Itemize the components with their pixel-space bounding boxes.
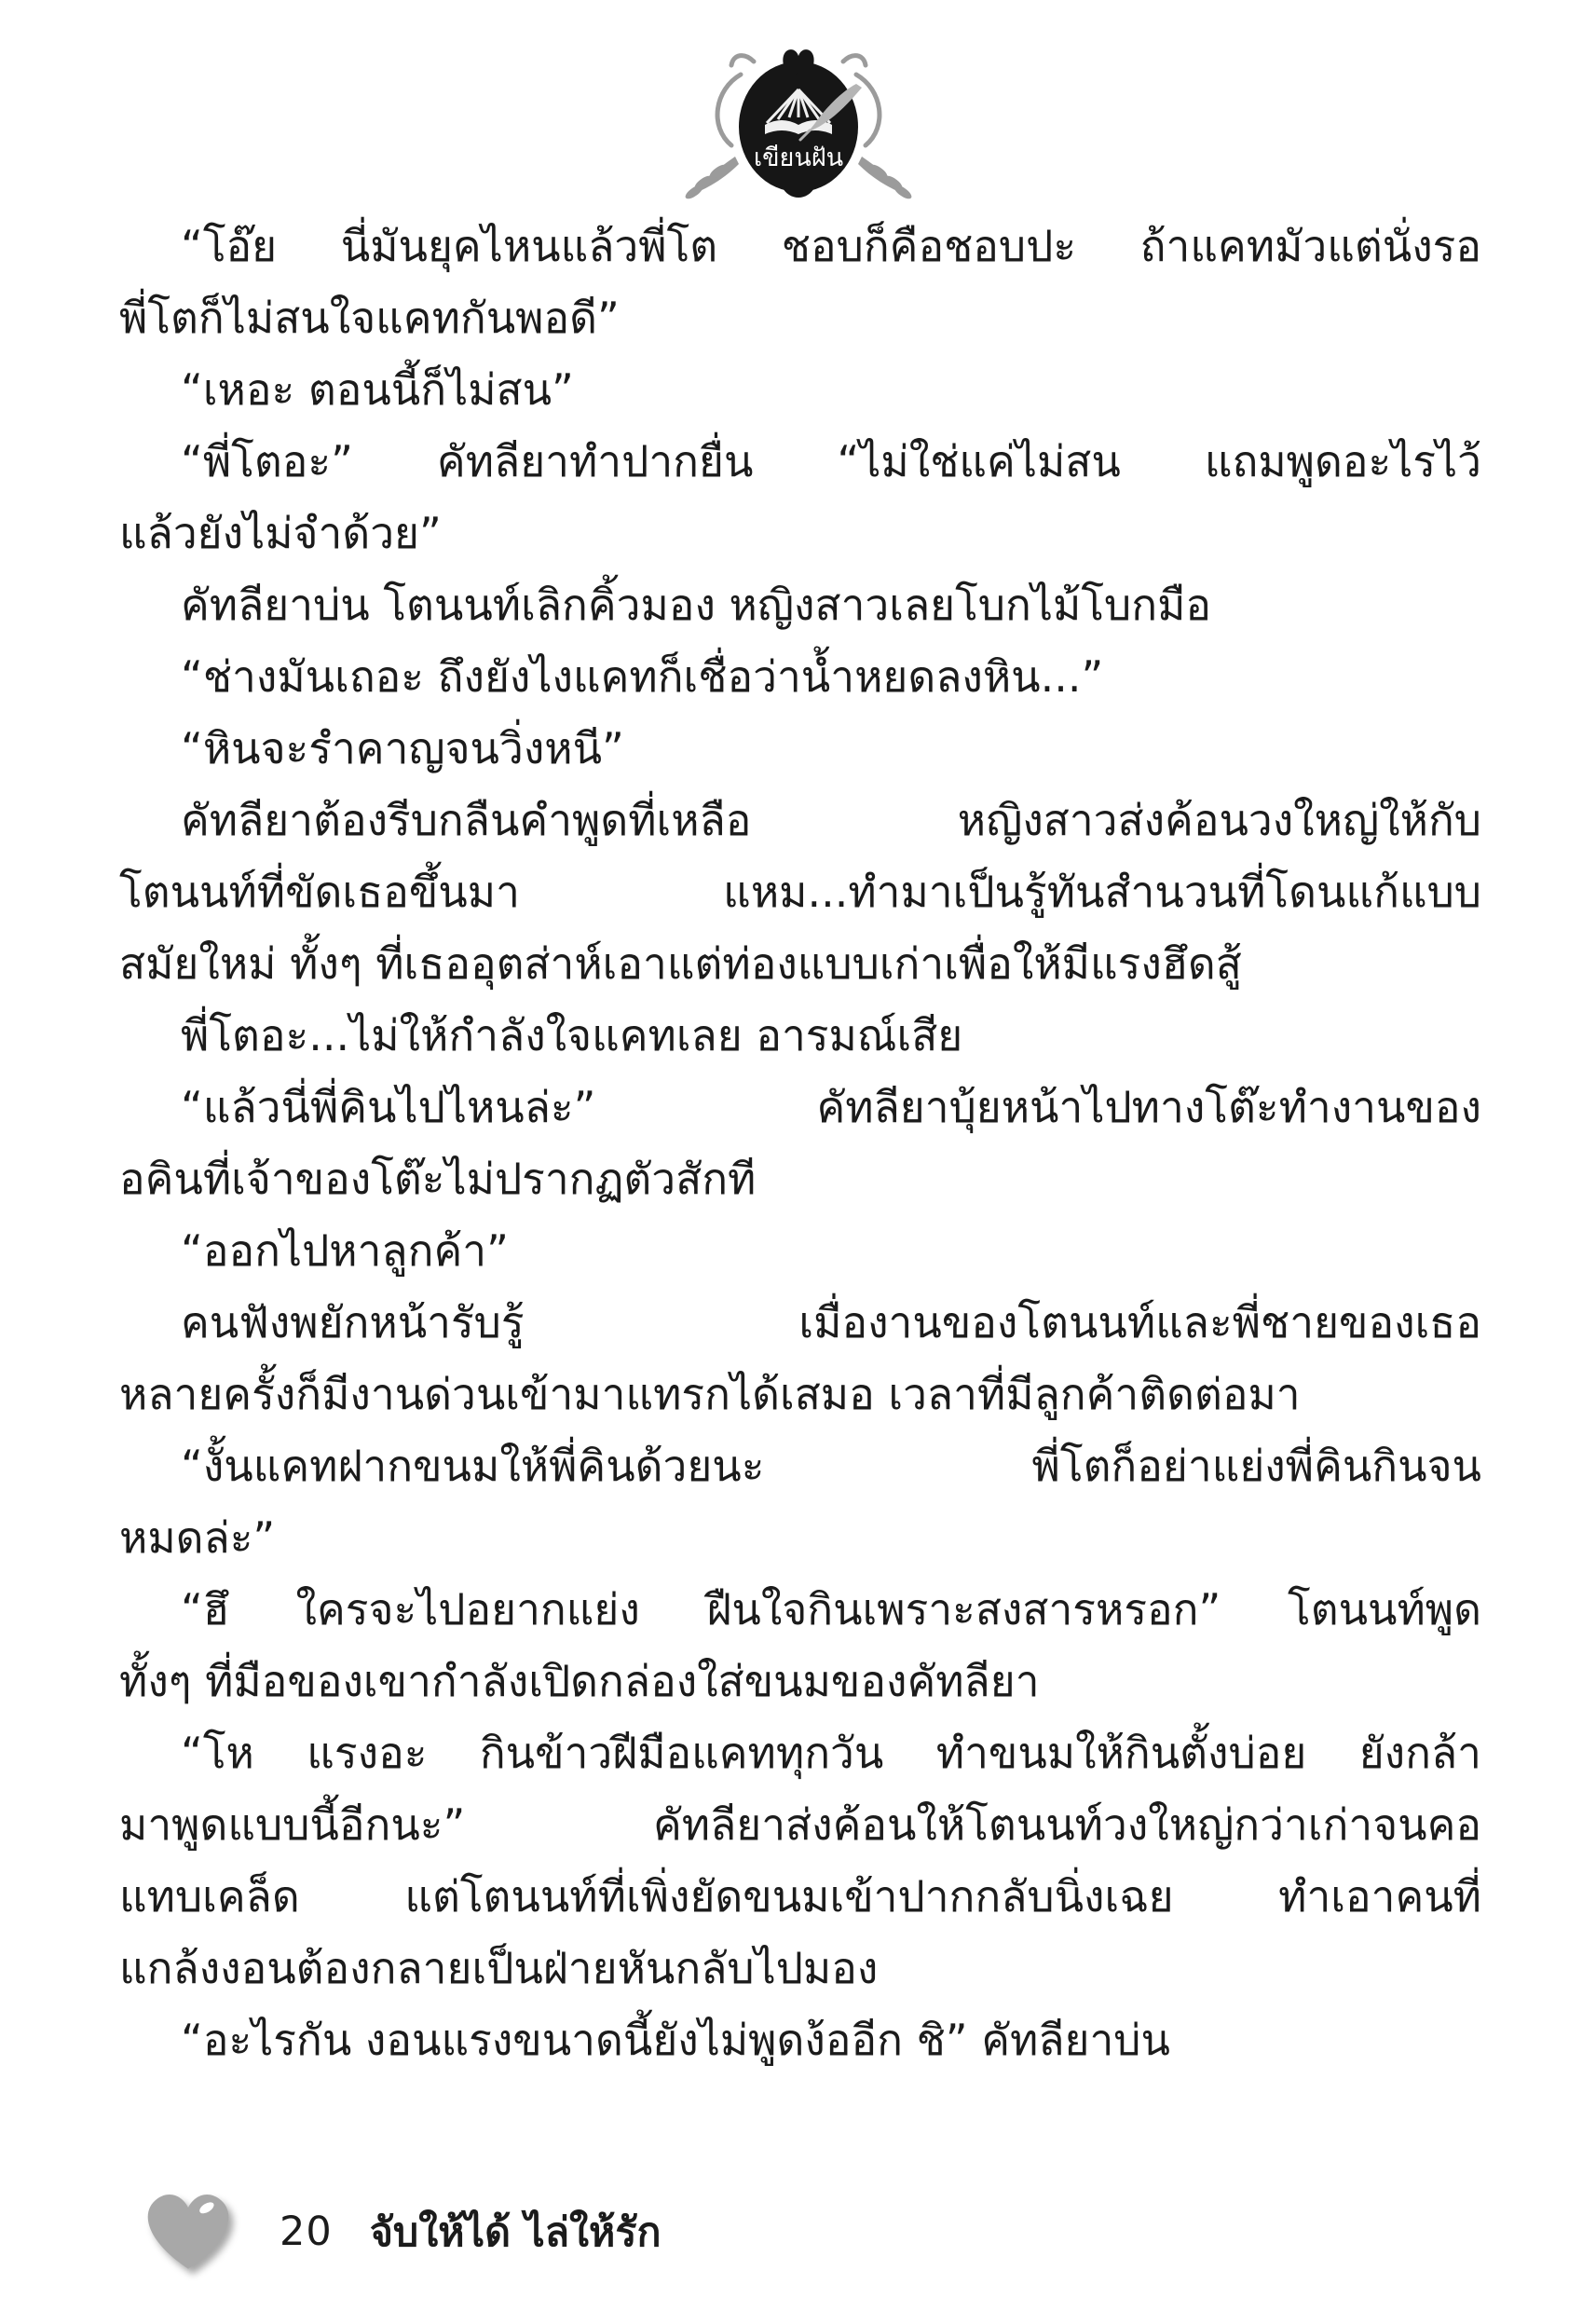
paragraph [119, 641, 1481, 713]
paragraph [119, 211, 1481, 354]
text-line: มาพูดแบบนี้อีกนะ” คัทลียาส่งค้อนให้โตนนท์วงใหญ่กว่าเก่าจนคอ [119, 1799, 1481, 1850]
text-line: อคินที่เจ้าของโต๊ะไม่ปรากฏตัวสักที [119, 1154, 757, 1204]
story-text [119, 211, 1481, 2076]
paragraph [119, 426, 1481, 569]
text-line: “หินจะรำคาญจนวิ่งหนี” [181, 723, 624, 773]
text-line: แล้วยังไม่จำด้วย” [119, 508, 442, 558]
paragraph [119, 1574, 1481, 1717]
page-number: 20 [280, 2208, 333, 2255]
text-line: “เหอะ ตอนนี้ก็ไม่สน” [181, 364, 574, 415]
text-line: “โอ๊ย นี่มันยุคไหนแล้วพี่โต ชอบก็คือชอบปะ ถ้าแคทมัวแต่นั่งรอ [181, 221, 1481, 271]
paragraph [119, 1215, 1481, 1287]
text-line: สมัยใหม่ ทั้งๆ ที่เธออุตส่าห์เอาแต่ท่องแบบเก่าเพื่อให้มีแรงฮึดสู้ [119, 938, 1242, 989]
text-line: “โห แรงอะ กินข้าวฝีมือแคททุกวัน ทำขนมให้กินตั้งบ่อย ยังกล้า [181, 1728, 1481, 1778]
text-line: คนฟังพยักหน้ารับรู้ เมื่องานของโตนนท์และพี่ชายของเธอ [181, 1297, 1481, 1347]
paragraph [119, 785, 1481, 1000]
publisher-logo-text: เขียนฝัน [753, 144, 843, 172]
text-line: “ฮึ ใครจะไปอยากแย่ง ฝืนใจกินเพราะสงสารหรอก” โตนนท์พูด [181, 1584, 1481, 1634]
text-line: ทั้งๆ ที่มือของเขากำลังเปิดกล่องใส่ขนมของคัทลียา [119, 1656, 1040, 1706]
text-line: แกล้งงอนต้องกลายเป็นฝ่ายหันกลับไปมอง [119, 1943, 879, 1993]
text-line: พี่โตอะ...ไม่ให้กำลังใจแคทเลย อารมณ์เสีย [181, 1010, 963, 1060]
text-line: แทบเคล็ด แต่โตนนท์ที่เพิ่งยัดขนมเข้าปากกลับนิ่งเฉย ทำเอาคนที่ [119, 1871, 1481, 1921]
publisher-emblem-icon [679, 43, 918, 203]
text-line: พี่โตก็ไม่สนใจแคทกันพอดี” [119, 293, 620, 343]
text-line: โตนนท์ที่ขัดเธอขึ้นมา แหม...ทำมาเป็นรู้ทันสำนวนที่โดนแก้แบบ [119, 867, 1481, 917]
page-header [0, 43, 1596, 203]
paragraph [119, 1000, 1481, 1072]
page-footer [140, 2181, 662, 2283]
text-line: คัทลียาต้องรีบกลืนคำพูดที่เหลือ หญิงสาวส่งค้อนวงใหญ่ให้กับ [181, 795, 1481, 845]
paragraph [119, 2004, 1481, 2076]
heart-icon [140, 2188, 237, 2276]
text-line: “พี่โตอะ” คัทลียาทำปากยื่น “ไม่ใช่แค่ไม่สน แถมพูดอะไรไว้ [181, 436, 1481, 486]
paragraph [119, 1072, 1481, 1215]
text-line: หลายครั้งก็มีงานด่วนเข้ามาแทรกได้เสมอ เวลาที่มีลูกค้าติดต่อมา [119, 1369, 1301, 1419]
paragraph [119, 1717, 1481, 2004]
text-line: “อะไรกัน งอนแรงขนาดนี้ยังไม่พูดง้ออีก ชิ” คัทลียาบ่น [181, 2015, 1170, 2065]
paragraph [119, 569, 1481, 641]
paragraph [119, 354, 1481, 426]
paragraph [119, 1430, 1481, 1574]
text-line: “ออกไปหาลูกค้า” [181, 1225, 509, 1276]
text-line: หมดล่ะ” [119, 1512, 276, 1563]
text-line: “งั้นแคทฝากขนมให้พี่คินด้วยนะ พี่โตก็อย่าแย่งพี่คินกินจน [181, 1441, 1481, 1491]
text-line: “แล้วนี่พี่คินไปไหนล่ะ” คัทลียาบุ้ยหน้าไปทางโต๊ะทำงานของ [181, 1082, 1481, 1132]
text-line: “ช่างมันเถอะ ถึงยังไงแคทก็เชื่อว่าน้ำหยดลงหิน...” [181, 651, 1104, 702]
text-line: คัทลียาบ่น โตนนท์เลิกคิ้วมอง หญิงสาวเลยโบกไม้โบกมือ [181, 580, 1212, 630]
paragraph [119, 713, 1481, 785]
paragraph [119, 1287, 1481, 1430]
book-title: จับให้ได้ ไล่ให้รัก [369, 2209, 662, 2256]
